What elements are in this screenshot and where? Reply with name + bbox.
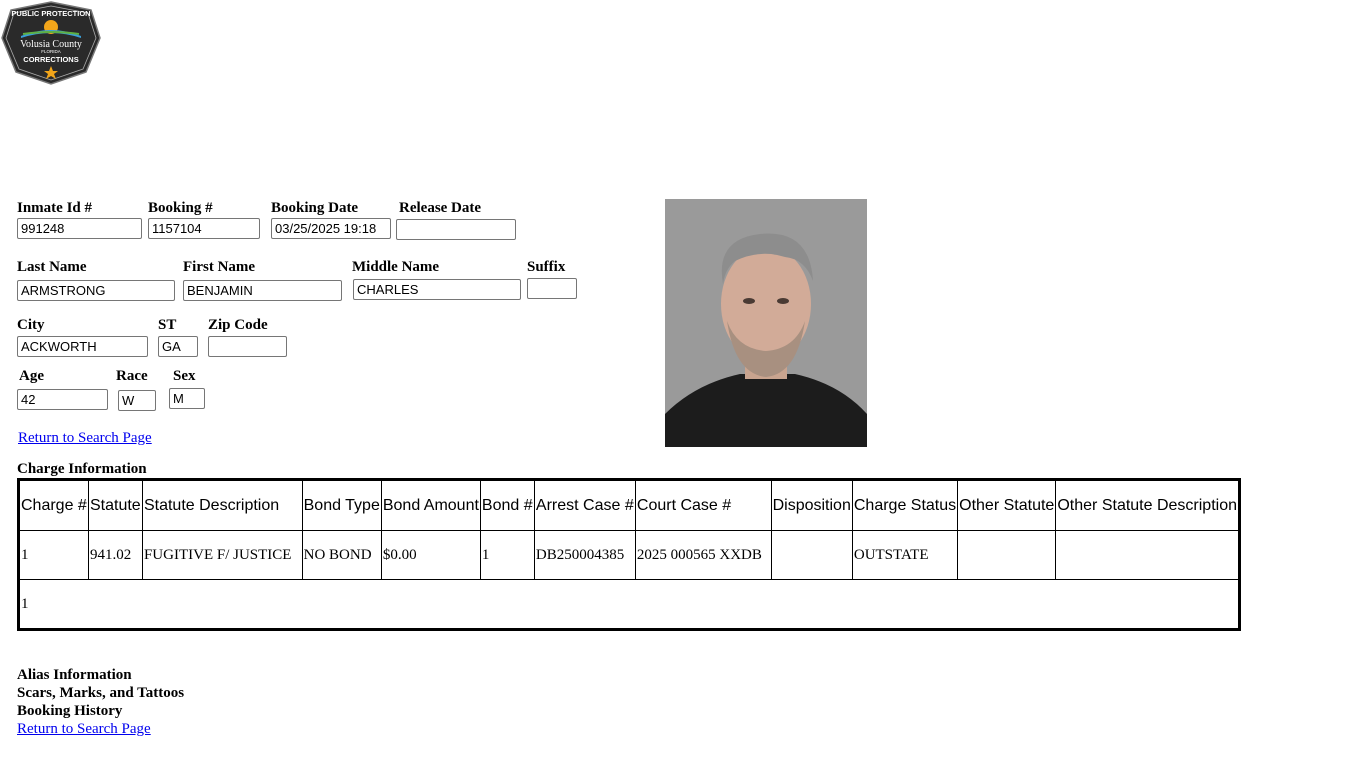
- inmate-id-field[interactable]: 991248: [17, 218, 142, 239]
- state-field[interactable]: GA: [158, 336, 198, 357]
- zip-code-field[interactable]: [208, 336, 287, 357]
- race-label: Race: [116, 368, 148, 384]
- last-name-field[interactable]: ARMSTRONG: [17, 280, 175, 301]
- charge-table-header-row: [20, 481, 1238, 531]
- age-label: Age: [19, 368, 44, 384]
- first-name-label: First Name: [183, 259, 256, 275]
- cell-statute-description: FUGITIVE F/ JUSTICE: [143, 531, 303, 580]
- col-statute: Statute: [89, 481, 143, 531]
- cell-statute: 941.02: [89, 531, 143, 580]
- volusia-corrections-logo: [1, 0, 101, 86]
- booking-history-heading: Booking History: [17, 703, 123, 719]
- charge-information-heading: Charge Information: [17, 461, 147, 477]
- booking-date-field[interactable]: 03/25/2025 19:18: [271, 218, 391, 239]
- inmate-booking-photo: [665, 199, 867, 447]
- suffix-field[interactable]: [527, 278, 577, 299]
- cell-other-statute: [958, 531, 1056, 580]
- col-arrest-case-number: Arrest Case #: [535, 481, 636, 531]
- col-other-statute-description: Other Statute Description: [1056, 481, 1238, 531]
- city-label: City: [17, 317, 45, 333]
- return-to-search-link-top[interactable]: Return to Search Page: [18, 430, 152, 446]
- suffix-label: Suffix: [527, 259, 566, 275]
- city-field[interactable]: ACKWORTH: [17, 336, 148, 357]
- last-name-label: Last Name: [17, 259, 87, 275]
- table-row: [20, 531, 1238, 580]
- cell-charge-status: OUTSTATE: [853, 531, 958, 580]
- cell-disposition: [772, 531, 853, 580]
- logo-top-text: PUBLIC PROTECTION: [11, 9, 91, 18]
- cell-other-statute-description: [1056, 531, 1238, 580]
- age-field[interactable]: 42: [17, 389, 108, 410]
- middle-name-label: Middle Name: [352, 259, 440, 275]
- scars-marks-tattoos-heading: Scars, Marks, and Tattoos: [17, 685, 185, 701]
- logo-dept-text: CORRECTIONS: [23, 55, 79, 64]
- cell-bond-type: NO BOND: [303, 531, 382, 580]
- cell-charge-number: 1: [20, 531, 89, 580]
- col-charge-number: Charge #: [20, 481, 89, 531]
- col-charge-status: Charge Status: [853, 481, 958, 531]
- cell-bond-amount: $0.00: [382, 531, 481, 580]
- cell-arrest-case-number: DB250004385: [535, 531, 636, 580]
- col-other-statute: Other Statute: [958, 481, 1056, 531]
- col-court-case-number: Court Case #: [636, 481, 772, 531]
- middle-name-field[interactable]: CHARLES: [353, 279, 521, 300]
- release-date-label: Release Date: [399, 200, 482, 216]
- booking-number-label: Booking #: [148, 200, 213, 216]
- cell-court-case-number: 2025 000565 XXDB: [636, 531, 772, 580]
- alias-information-heading: Alias Information: [17, 667, 132, 683]
- col-bond-type: Bond Type: [303, 481, 382, 531]
- booking-number-field[interactable]: 1157104: [148, 218, 260, 239]
- logo-county-text: Volusia County: [20, 39, 82, 50]
- return-to-search-link-bottom[interactable]: Return to Search Page: [17, 721, 151, 737]
- col-statute-description: Statute Description: [143, 481, 303, 531]
- sex-field[interactable]: M: [169, 388, 205, 409]
- logo-state-text: FLORIDA: [41, 49, 61, 54]
- booking-date-label: Booking Date: [271, 200, 359, 216]
- race-field[interactable]: W: [118, 390, 156, 411]
- zip-code-label: Zip Code: [208, 317, 268, 333]
- col-bond-amount: Bond Amount: [382, 481, 481, 531]
- col-bond-number: Bond #: [481, 481, 535, 531]
- charge-table: [17, 478, 1241, 631]
- col-disposition: Disposition: [772, 481, 853, 531]
- release-date-field[interactable]: [396, 219, 516, 240]
- state-label: ST: [158, 317, 177, 333]
- sex-label: Sex: [173, 368, 196, 384]
- table-footer-row: [20, 580, 1238, 628]
- cell-footer: 1: [21, 595, 29, 612]
- cell-bond-number: 1: [481, 531, 535, 580]
- first-name-field[interactable]: BENJAMIN: [183, 280, 342, 301]
- inmate-id-label: Inmate Id #: [17, 200, 93, 216]
